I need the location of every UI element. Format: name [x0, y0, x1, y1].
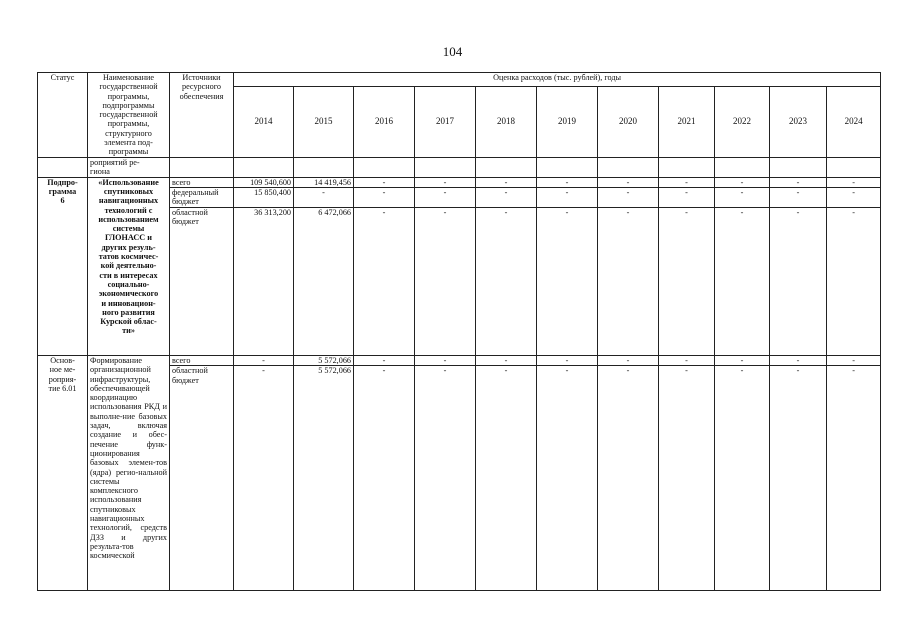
value-cell: 14 419,456 — [294, 177, 354, 187]
header-name: Наименование государственной программы, подпрограммы государственной программы, структурного элемента под- программы — [88, 73, 170, 158]
table-row — [38, 177, 881, 187]
value-cell: - — [598, 187, 659, 207]
value-cell: - — [827, 207, 881, 355]
value-cell: - — [598, 366, 659, 591]
value-cell: - — [415, 177, 476, 187]
value-cell: - — [715, 355, 770, 365]
value-cell: - — [598, 177, 659, 187]
header-row-top — [38, 73, 881, 87]
value-cell: - — [715, 177, 770, 187]
value-cell: - — [537, 207, 598, 355]
value-cell: - — [234, 355, 294, 365]
value-cell: 5 572,066 — [294, 366, 354, 591]
source-cell: федеральный бюджет — [170, 187, 234, 207]
value-cell: - — [476, 177, 537, 187]
year-header: 2023 — [770, 87, 827, 157]
value-cell: - — [770, 366, 827, 591]
value-cell: - — [715, 207, 770, 355]
year-header: 2015 — [294, 87, 354, 157]
page-number: 104 — [442, 44, 463, 59]
value-cell: - — [770, 177, 827, 187]
value-cell: - — [598, 355, 659, 365]
value-cell: 109 540,600 — [234, 177, 294, 187]
value-cell: - — [476, 355, 537, 365]
value-cell: - — [659, 207, 715, 355]
year-header: 2017 — [415, 87, 476, 157]
value-cell: - — [234, 366, 294, 591]
value-cell: - — [827, 366, 881, 591]
source-cell: всего — [170, 355, 234, 365]
year-header: 2022 — [715, 87, 770, 157]
value-cell: - — [659, 366, 715, 591]
value-cell: - — [476, 366, 537, 591]
value-cell: 15 850,400 — [234, 187, 294, 207]
value-cell: - — [659, 355, 715, 365]
source-cell: областной бюджет — [170, 366, 234, 591]
subprogram-status: Подпро- грамма 6 — [38, 177, 88, 355]
value-cell: - — [415, 187, 476, 207]
year-header: 2018 — [476, 87, 537, 157]
value-cell: - — [770, 187, 827, 207]
value-cell: - — [537, 366, 598, 591]
value-cell: - — [354, 207, 415, 355]
value-cell: - — [476, 187, 537, 207]
value-cell: - — [415, 366, 476, 591]
value-cell: - — [770, 355, 827, 365]
value-cell: - — [659, 177, 715, 187]
table-row — [38, 355, 881, 365]
source-cell: областной бюджет — [170, 207, 234, 355]
year-header: 2021 — [659, 87, 715, 157]
value-cell: - — [770, 207, 827, 355]
value-cell: - — [659, 187, 715, 207]
value-cell: 6 472,066 — [294, 207, 354, 355]
value-cell: - — [598, 207, 659, 355]
year-header: 2020 — [598, 87, 659, 157]
budget-table — [37, 72, 881, 591]
event-name: Формирование организационной инфраструктуры, обеспечивающей координацию использования РКД и выполне-ние базовых задач, включая создание и обес-печение функ-ционирования базовых элемен-тов (ядра) регио-нальной системы комплексного использования спутниковых навигационных технологий, средств ДЗЗ и других результа-тов космической — [88, 355, 170, 590]
value-cell: - — [415, 355, 476, 365]
value-cell: - — [354, 187, 415, 207]
value-cell: - — [827, 177, 881, 187]
value-cell: - — [537, 355, 598, 365]
event-status: Основ- ное ме- роприя- тие 6.01 — [38, 355, 88, 590]
header-sources: Источники ресурсного обеспечения — [170, 73, 234, 158]
year-header: 2014 — [234, 87, 294, 157]
value-cell: - — [715, 187, 770, 207]
value-cell: - — [415, 207, 476, 355]
header-estimate: Оценка расходов (тыс. рублей), годы — [234, 73, 881, 87]
source-cell: всего — [170, 177, 234, 187]
value-cell: - — [537, 187, 598, 207]
value-cell: 5 572,066 — [294, 355, 354, 365]
value-cell: - — [354, 355, 415, 365]
value-cell: - — [827, 355, 881, 365]
value-cell: 36 313,200 — [234, 207, 294, 355]
year-header: 2024 — [827, 87, 881, 157]
header-status: Статус — [38, 73, 88, 158]
value-cell: - — [537, 177, 598, 187]
value-cell: - — [827, 187, 881, 207]
value-cell: - — [476, 207, 537, 355]
year-header: 2019 — [537, 87, 598, 157]
subprogram-name: «Использование спутниковых навигационных технологий с использованием системы ГЛОНАСС и других резуль- татов космичес- кой деятельно- сти в интересах социально- экономического и инновацион- ного развития Курской облас- ти» — [88, 177, 170, 355]
value-cell: - — [354, 366, 415, 591]
value-cell: - — [294, 187, 354, 207]
year-header: 2016 — [354, 87, 415, 157]
value-cell: - — [715, 366, 770, 591]
carry-over-name: роприятий ре- гиона — [88, 157, 170, 177]
value-cell: - — [354, 177, 415, 187]
carry-over-row — [38, 157, 881, 177]
